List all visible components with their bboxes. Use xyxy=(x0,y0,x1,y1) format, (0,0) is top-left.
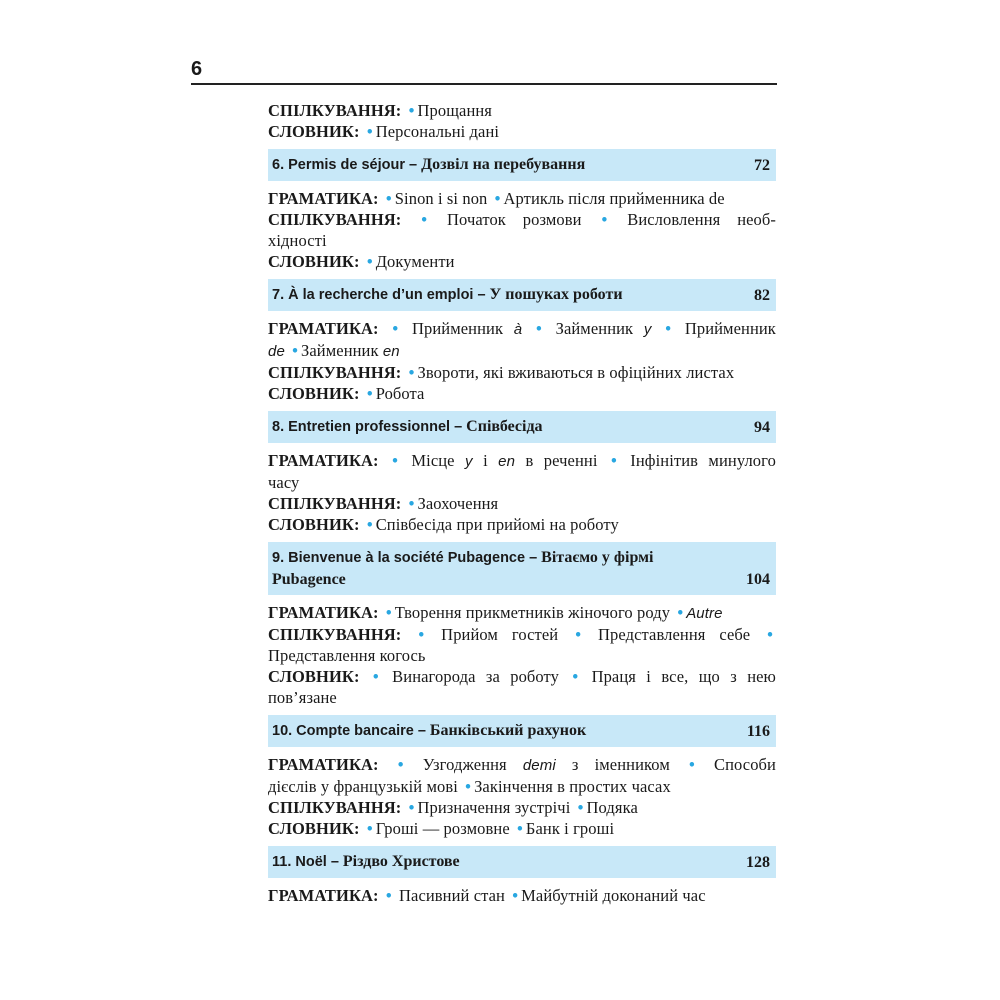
topic-item: à xyxy=(513,321,523,338)
lesson-9-communication-cont xyxy=(268,645,776,666)
lesson-9-grammar xyxy=(268,602,776,624)
topic-item: Закінчення в простих часах xyxy=(474,777,671,796)
bullet-icon: • xyxy=(366,819,373,838)
bullet-icon: • xyxy=(767,625,773,644)
bullet-icon: • xyxy=(494,189,501,208)
lesson-11-grammar xyxy=(268,885,776,906)
grammar-label: ГРАМАТИКА: xyxy=(268,886,379,905)
lesson-title-fr: 10. Compte bancaire – xyxy=(272,723,426,739)
vocabulary-label: СЛОВНИК: xyxy=(268,252,360,271)
lesson-6-heading[interactable] xyxy=(268,149,776,181)
bullet-icon: • xyxy=(366,384,373,403)
topic-item: Висловлення необ- xyxy=(627,210,776,229)
bullet-icon: • xyxy=(385,886,392,905)
topic-item: Інфінітив минулого xyxy=(630,451,776,470)
topic-item: Робота xyxy=(375,384,425,403)
lesson-9-heading[interactable] xyxy=(268,542,776,595)
topic-item: Документи xyxy=(375,252,455,271)
topic-item: Подяка xyxy=(586,798,638,817)
communication-label: СПІЛКУВАННЯ: xyxy=(268,210,402,229)
lesson-10-grammar-cont xyxy=(268,776,776,797)
topic-item: Артикль після прийменника de xyxy=(503,189,725,208)
bullet-icon: • xyxy=(677,603,684,622)
lesson-8-communication xyxy=(268,493,776,514)
topic-item: Творення прикметників жіночого роду xyxy=(394,603,671,622)
lesson-10-communication xyxy=(268,797,776,818)
lesson-title-fr: 7. À la recherche d’un emploi – xyxy=(272,287,486,303)
vocabulary-label: СЛОВНИК: xyxy=(268,515,360,534)
lesson-10-grammar xyxy=(268,754,776,776)
topic-item: Представлення когось xyxy=(268,646,426,665)
topic-item: y xyxy=(465,453,473,470)
intro-communication-line xyxy=(268,100,776,121)
topic-item: Майбутній доконаний час xyxy=(521,886,706,905)
lesson-10-heading[interactable] xyxy=(268,715,776,747)
lesson-8-heading[interactable] xyxy=(268,411,776,443)
lesson-page-number: 128 xyxy=(746,854,770,871)
lesson-9-communication xyxy=(268,624,776,645)
lesson-title-line2: Pubagence xyxy=(272,571,346,588)
topic-item: Способи xyxy=(713,755,776,774)
topic-item: в реченні xyxy=(525,451,598,470)
grammar-label: ГРАМАТИКА: xyxy=(268,755,379,774)
lesson-6-communication xyxy=(268,209,776,230)
grammar-label: ГРАМАТИКА: xyxy=(268,319,379,338)
topic-item: Прийменник xyxy=(411,319,504,338)
vocabulary-label: СЛОВНИК: xyxy=(268,122,360,141)
topic-item: Представлення себе xyxy=(598,625,751,644)
bullet-icon: • xyxy=(418,625,425,644)
topic-item: Прийом гостей xyxy=(441,625,559,644)
topic-item: Займенник xyxy=(301,341,379,360)
topic-item: Прощання xyxy=(417,101,492,120)
lesson-7-communication xyxy=(268,362,776,383)
communication-label: СПІЛКУВАННЯ: xyxy=(268,363,402,382)
lesson-page-number: 104 xyxy=(746,571,770,588)
header-rule xyxy=(191,83,777,85)
lesson-11-heading[interactable] xyxy=(268,846,776,878)
lesson-9-vocabulary-cont xyxy=(268,687,776,708)
bullet-icon: • xyxy=(572,667,579,686)
topic-item: Персональні дані xyxy=(375,122,500,141)
lesson-10-vocabulary xyxy=(268,818,776,839)
bullet-icon: • xyxy=(408,494,415,513)
page-number: 6 xyxy=(191,58,203,80)
lesson-7-heading[interactable] xyxy=(268,279,776,311)
grammar-label: ГРАМАТИКА: xyxy=(268,451,379,470)
bullet-icon: • xyxy=(535,319,542,338)
bullet-icon: • xyxy=(397,755,404,774)
bullet-icon: • xyxy=(372,667,379,686)
vocabulary-label: СЛОВНИК: xyxy=(268,667,360,686)
lesson-title-uk: У пошуках роботи xyxy=(489,286,623,303)
topic-item: Місце xyxy=(411,451,455,470)
communication-label: СПІЛКУВАННЯ: xyxy=(268,494,402,513)
bullet-icon: • xyxy=(385,603,392,622)
bullet-icon: • xyxy=(366,515,373,534)
intro-vocabulary-line xyxy=(268,121,776,142)
topic-item: Autre xyxy=(686,605,723,622)
topic-item: Початок розмови xyxy=(447,210,582,229)
bullet-icon: • xyxy=(392,319,399,338)
communication-label: СПІЛКУВАННЯ: xyxy=(268,625,402,644)
vocabulary-label: СЛОВНИК: xyxy=(268,819,360,838)
bullet-icon: • xyxy=(688,755,695,774)
lesson-title-uk: Дозвіл на перебування xyxy=(421,156,586,173)
lesson-title-fr: 8. Entretien professionnel – xyxy=(272,419,463,435)
lesson-title-uk: Банківський рахунок xyxy=(429,722,587,739)
lesson-6-vocabulary xyxy=(268,251,776,272)
topic-item: Праця і все, що з нею xyxy=(591,667,776,686)
bullet-icon: • xyxy=(366,122,373,141)
lesson-8-vocabulary xyxy=(268,514,776,535)
lesson-6-grammar xyxy=(268,188,776,209)
bullet-icon: • xyxy=(512,886,519,905)
topic-item: і xyxy=(483,451,488,470)
bullet-icon: • xyxy=(408,363,415,382)
vocabulary-label: СЛОВНИК: xyxy=(268,384,360,403)
bullet-icon: • xyxy=(575,625,582,644)
table-of-contents xyxy=(268,100,776,906)
topic-item: en xyxy=(498,453,516,470)
bullet-icon: • xyxy=(601,210,608,229)
topic-item: Співбесіда при прийомі на роботу xyxy=(375,515,619,534)
bullet-icon: • xyxy=(292,341,299,360)
lesson-7-grammar xyxy=(268,318,776,340)
communication-label: СПІЛКУВАННЯ: xyxy=(268,101,402,120)
topic-item: часу xyxy=(268,473,300,492)
topic-item: з іменником xyxy=(571,755,670,774)
bullet-icon: • xyxy=(517,819,523,838)
bullet-icon: • xyxy=(392,451,398,470)
topic-item: Винагорода за роботу xyxy=(392,667,559,686)
lesson-page-number: 116 xyxy=(746,723,770,740)
topic-item: хідності xyxy=(268,231,327,250)
topic-item: пов’язане xyxy=(268,688,337,707)
bullet-icon: • xyxy=(465,777,472,796)
topic-item: Пасивний стан xyxy=(399,886,505,905)
lesson-7-vocabulary xyxy=(268,383,776,404)
lesson-8-grammar xyxy=(268,450,776,472)
grammar-label: ГРАМАТИКА: xyxy=(268,189,379,208)
bullet-icon: • xyxy=(610,451,617,470)
bullet-icon: • xyxy=(366,252,373,271)
bullet-icon: • xyxy=(385,189,392,208)
lesson-title-uk: Вітаємо у фірмі xyxy=(541,549,654,566)
lesson-page-number: 94 xyxy=(754,419,770,436)
lesson-page-number: 82 xyxy=(754,287,770,304)
bullet-icon: • xyxy=(421,210,428,229)
topic-item: Узгодження xyxy=(422,755,507,774)
topic-item: en xyxy=(382,343,400,360)
lesson-page-number: 72 xyxy=(754,157,770,174)
lesson-title-fr: 6. Permis de séjour – xyxy=(272,157,418,173)
topic-item: Прийменник xyxy=(684,319,776,338)
lesson-7-grammar-cont xyxy=(268,340,776,362)
topic-item: Гроші — розмовне xyxy=(375,819,510,838)
bullet-icon: • xyxy=(665,319,672,338)
lesson-title-uk: Співбесіда xyxy=(466,418,543,435)
topic-item: Банк і гроші xyxy=(525,819,615,838)
lesson-title-uk: Різдво Христове xyxy=(342,853,460,870)
lesson-8-grammar-cont xyxy=(268,472,776,493)
topic-item: Заохочення xyxy=(417,494,499,513)
topic-item: Займенник xyxy=(555,319,634,338)
lesson-6-communication-cont xyxy=(268,230,776,251)
topic-item: Sinon і si non xyxy=(394,189,488,208)
lesson-9-vocabulary xyxy=(268,666,776,687)
bullet-icon: • xyxy=(577,798,584,817)
grammar-label: ГРАМАТИКА: xyxy=(268,603,379,622)
topic-item: Призначення зустрічі xyxy=(417,798,571,817)
bullet-icon: • xyxy=(408,798,415,817)
lesson-title-fr: 9. Bienvenue à la société Pubagence – xyxy=(272,550,538,566)
bullet-icon: • xyxy=(408,101,415,120)
topic-item: дієслів у французькій мові xyxy=(268,777,458,796)
communication-label: СПІЛКУВАННЯ: xyxy=(268,798,402,817)
topic-item: y xyxy=(643,321,652,338)
topic-item: Звороти, які вживаються в офіційних листах xyxy=(417,363,735,382)
topic-item: de xyxy=(268,343,285,360)
lesson-title-fr: 11. Noël – xyxy=(272,854,339,870)
topic-item: demi xyxy=(522,757,556,774)
